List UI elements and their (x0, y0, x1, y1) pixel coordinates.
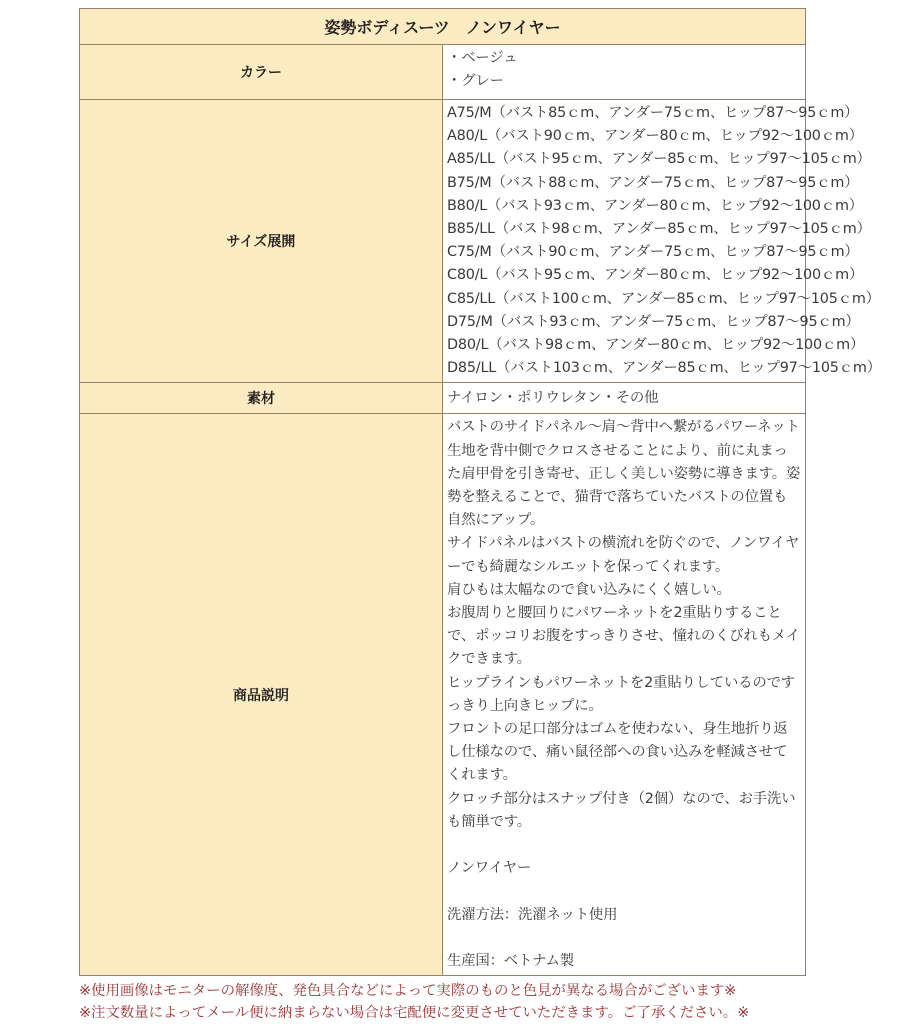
size-label: サイズ展開 (80, 100, 443, 383)
description-paragraph: クロッチ部分はスナップ付き（2個）なので、お手洗いも簡単です。 (447, 790, 796, 830)
material-label: 素材 (80, 383, 443, 414)
description-label: 商品説明 (80, 414, 443, 976)
material-row (80, 383, 806, 414)
shipping-disclaimer: ※注文数量によってメール便に納まらない場合は宅配便に変更させていただきます。ご了承ください。※ (79, 1005, 750, 1022)
size-values (443, 100, 881, 383)
size-option: D75/M（バスト93ｃm、アンダー75ｃm、ヒップ87～95ｃm） (447, 313, 860, 330)
color-option: ・ベージュ (447, 50, 518, 66)
size-option: A80/L（バスト90ｃm、アンダー80ｃm、ヒップ92～100ｃm） (447, 128, 863, 145)
wire-type: ノンワイヤー (447, 860, 532, 877)
description-paragraph: お腹周りと腰回りにパワーネットを2重貼りすることで、ポッコリお腹をすっきりさせ、憧れのくびれもメイクできます。 (447, 605, 800, 668)
description-paragraph: サイドパネルはバストの横流れを防ぐので、ノンワイヤーでも綺麗なシルエットを保ってくれます。 (447, 535, 800, 575)
size-option: A75/M（バスト85ｃm、アンダー75ｃm、ヒップ87～95ｃm） (447, 105, 859, 121)
description-paragraph: バストのサイドパネル～肩～背中へ繋がるパワーネット生地を背中側でクロスさせることにより、前に丸まった肩甲骨を引き寄せ、正しく美しい姿勢に導きます。姿勢を整えることで、猫背で落ちていたバストの位置も自然にアップ。 (447, 419, 801, 529)
size-option: D85/LL（バスト103ｃm、アンダー85ｃm、ヒップ97～105ｃm） (447, 360, 881, 377)
description-paragraph: 肩ひもは太幅なので食い込みにくく嬉しい。 (447, 581, 731, 598)
disclaimer-notes (79, 980, 806, 1024)
color-row (80, 45, 806, 100)
description-paragraph: ヒップラインもパワーネットを2重貼りしているのですっきり上向きヒップに。 (447, 674, 795, 714)
color-values (443, 45, 806, 100)
spacer (447, 880, 801, 903)
spacer (447, 834, 801, 857)
size-option: B85/LL（バスト98ｃm、アンダー85ｃm、ヒップ97～105ｃm） (447, 221, 871, 238)
product-spec-sheet (79, 8, 881, 1024)
size-option: D80/L（バスト98ｃm、アンダー80ｃm、ヒップ92～100ｃm） (447, 337, 865, 354)
description-row (80, 414, 806, 976)
country-of-origin: 生産国：ベトナム製 (447, 953, 574, 970)
color-label: カラー (80, 45, 443, 100)
size-option: C80/L（バスト95ｃm、アンダー80ｃm、ヒップ92～100ｃm） (447, 267, 864, 284)
washing-method: 洗濯方法：洗濯ネット使用 (447, 906, 618, 923)
material-value: ナイロン・ポリウレタン・その他 (443, 383, 806, 414)
color-disclaimer: ※使用画像はモニターの解像度、発色具合などによって実際のものと色見が異なる場合がございます※ (79, 983, 737, 1000)
size-option: C85/LL（バスト100ｃm、アンダー85ｃm、ヒップ97～105ｃm） (447, 290, 880, 307)
size-option: B75/M（バスト88ｃm、アンダー75ｃm、ヒップ87～95ｃm） (447, 174, 859, 191)
spacer (447, 927, 801, 950)
color-option: ・グレー (447, 73, 504, 90)
spec-table (79, 8, 881, 976)
description-paragraph: フロントの足口部分はゴムを使わない、身生地折り返し仕様なので、痛い鼠径部への食い込みを軽減させてくれます。 (447, 721, 788, 784)
product-title: 姿勢ボディスーツ ノンワイヤー (80, 9, 806, 45)
size-option: A85/LL（バスト95ｃm、アンダー85ｃm、ヒップ97～105ｃm） (447, 151, 871, 168)
size-row (80, 100, 806, 383)
description-body (443, 414, 806, 976)
title-row (80, 9, 806, 45)
size-option: B80/L（バスト93ｃm、アンダー80ｃm、ヒップ92～100ｃm） (447, 197, 863, 214)
size-option: C75/M（バスト90ｃm、アンダー75ｃm、ヒップ87～95ｃm） (447, 244, 859, 261)
